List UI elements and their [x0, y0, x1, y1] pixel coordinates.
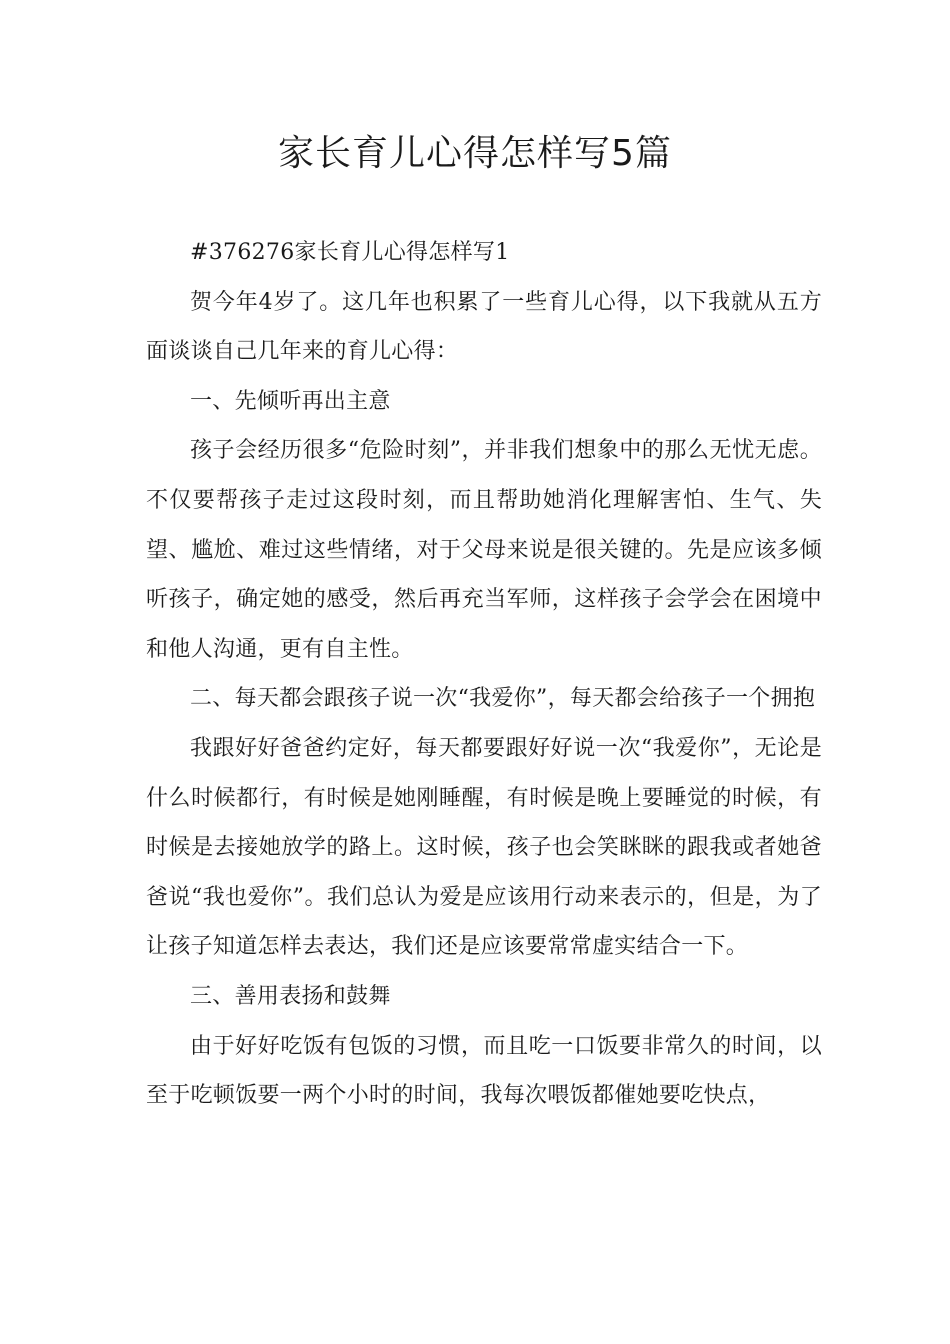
- document-title: 家长育儿心得怎样写5篇: [278, 133, 672, 174]
- section-heading-3: 三、善用表扬和鼓舞: [190, 983, 391, 1009]
- doc-subheading: #376276家长育儿心得怎样写1: [190, 240, 510, 265]
- paragraph-section-3: 由于好好吃饭有包饭的习惯，而且吃一口饭要非常久的时间，以至于吃顿饭要一两个小时的时间，我每次喂饭都催她要吃快点，: [146, 1033, 822, 1109]
- section-heading-1: 一、先倾听再出主意: [190, 388, 391, 414]
- paragraph-section-1: 孩子会经历很多“危险时刻”，并非我们想象中的那么无忧无虑。不仅要帮孩子走过这段时刻，而且帮助她消化理解害怕、生气、失望、尴尬、难过这些情绪，对于父母来说是很关键的。先是应该多倾听孩子，确定她的感受，然后再充当军师，这样孩子会学会在困境中和他人沟通，更有自主性。: [146, 438, 822, 662]
- paragraph-intro: 贺今年4岁了。这几年也积累了一些育儿心得，以下我就从五方面谈谈自己几年来的育儿心得：: [146, 289, 822, 365]
- paragraph-section-2: 我跟好好爸爸约定好，每天都要跟好好说一次“我爱你”，无论是什么时候都行，有时候是她刚睡醒，有时候是晚上要睡觉的时候，有时候是去接她放学的路上。这时候，孩子也会笑眯眯的跟我或者她爸爸说“我也爱你”。我们总认为爱是应该用行动来表示的，但是，为了让孩子知道怎样去表达，我们还是应该要常常虚实结合一下。: [146, 735, 822, 960]
- section-heading-2: 二、每天都会跟孩子说一次“我爱你”，每天都会给孩子一个拥抱: [190, 686, 816, 712]
- document-body: [146, 228, 822, 1121]
